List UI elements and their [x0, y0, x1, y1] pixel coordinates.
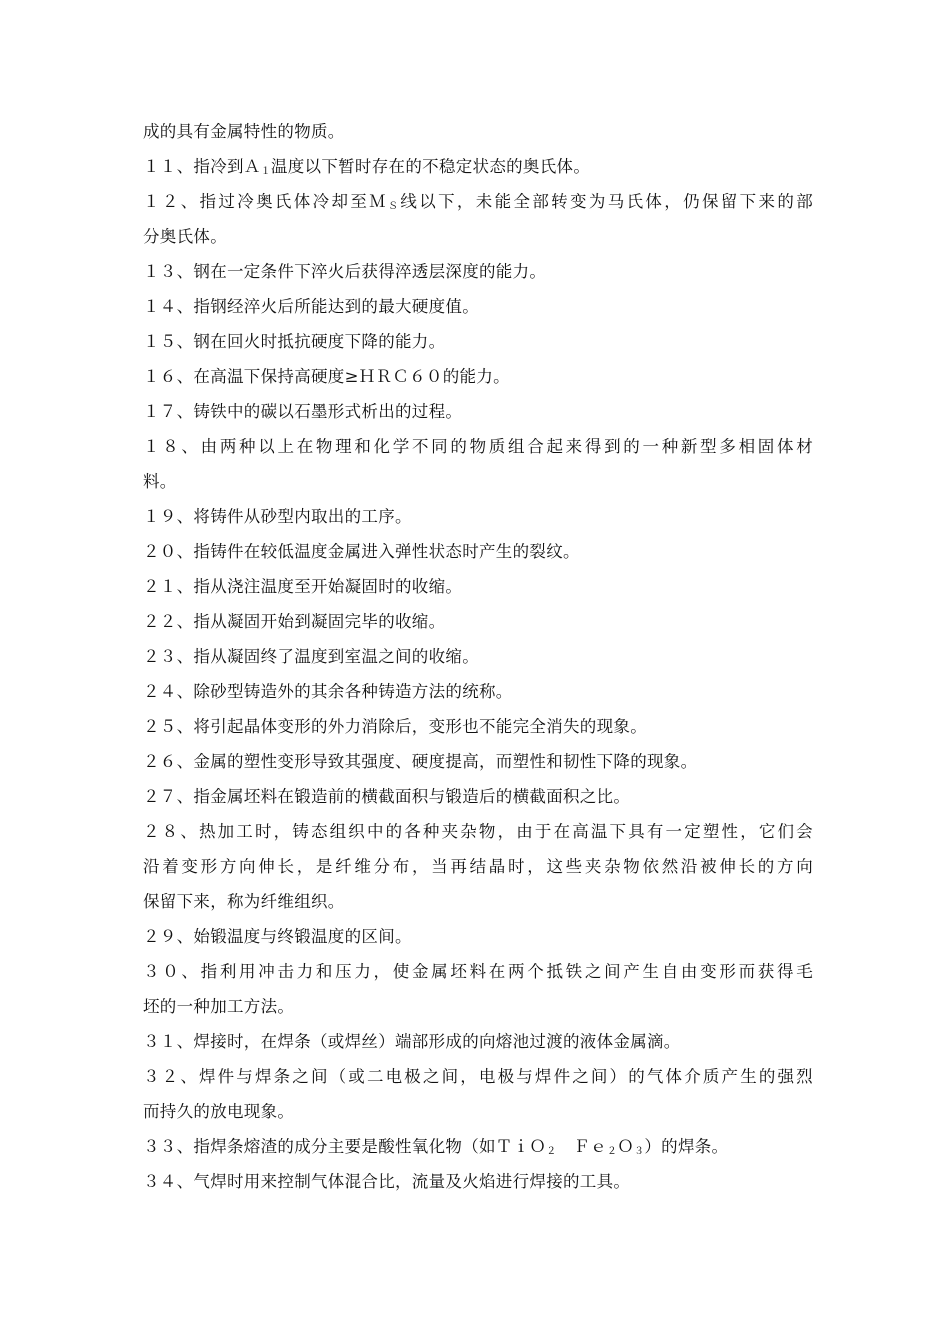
- text-line: [143, 534, 813, 569]
- text-run: 而持久的放电现象。: [143, 1102, 295, 1121]
- text-line: [143, 114, 813, 149]
- subscript: １: [260, 166, 271, 177]
- text-line: [143, 849, 813, 884]
- text-run: １６、在高温下保持高硬度≥ＨＲＣ６０的能力。: [143, 367, 510, 386]
- text-run: Ｆｅ: [556, 1137, 607, 1156]
- text-run: ２０、指铸件在较低温度金属进入弹性状态时产生的裂纹。: [143, 542, 580, 561]
- text-run: ）的焊条。: [644, 1137, 729, 1156]
- text-line: [143, 1059, 813, 1094]
- document-body: [143, 114, 813, 1199]
- text-run: ２２、指从凝固开始到凝固完毕的收缩。: [143, 612, 446, 631]
- text-run: 线以下，未能全部转变为马氏体，仍保留下来的部: [400, 192, 813, 211]
- text-run: １３、钢在一定条件下淬火后获得淬透层深度的能力。: [143, 262, 547, 281]
- text-run: １８、由两种以上在物理和化学不同的物质组合起来得到的一种新型多相固体材: [143, 437, 813, 456]
- text-run: 保留下来，称为纤维组织。: [143, 892, 345, 911]
- subscript: Ｓ: [388, 201, 401, 212]
- text-run: ３０、指利用冲击力和压力，使金属坯料在两个抵铁之间产生自由变形而获得毛: [143, 962, 813, 981]
- text-run: ３２、焊件与焊条之间（或二电极之间，电极与焊件之间）的气体介质产生的强烈: [143, 1067, 813, 1086]
- text-run: １７、铸铁中的碳以石墨形式析出的过程。: [143, 402, 463, 421]
- text-run: １５、钢在回火时抵抗硬度下降的能力。: [143, 332, 446, 351]
- text-line: [143, 1024, 813, 1059]
- text-line: [143, 289, 813, 324]
- text-run: Ｏ: [617, 1137, 635, 1156]
- text-line: [143, 709, 813, 744]
- text-run: ２７、指金属坯料在锻造前的横截面积与锻造后的横截面积之比。: [143, 787, 631, 806]
- text-line: [143, 254, 813, 289]
- text-run: ３４、气焊时用来控制气体混合比，流量及火焰进行焊接的工具。: [143, 1172, 631, 1191]
- text-line: [143, 569, 813, 604]
- text-line: [143, 604, 813, 639]
- text-line: [143, 919, 813, 954]
- text-run: ２８、热加工时，铸态组织中的各种夹杂物，由于在高温下具有一定塑性，它们会: [143, 822, 813, 841]
- text-run: ２５、将引起晶体变形的外力消除后，变形也不能完全消失的现象。: [143, 717, 647, 736]
- text-run: ３１、焊接时，在焊条（或焊丝）端部形成的向熔池过渡的液体金属滴。: [143, 1032, 681, 1051]
- subscript: ２: [606, 1146, 618, 1157]
- text-run: 成的具有金属特性的物质。: [143, 122, 345, 141]
- text-line: [143, 219, 813, 254]
- text-run: １２、指过冷奥氏体冷却至Ｍ: [143, 192, 389, 211]
- subscript: ３: [634, 1146, 645, 1157]
- text-line: [143, 744, 813, 779]
- text-run: 温度以下暂时存在的不稳定状态的奥氏体。: [270, 157, 591, 176]
- text-line: [143, 884, 813, 919]
- text-line: [143, 499, 813, 534]
- text-line: [143, 149, 813, 184]
- text-run: １９、将铸件从砂型内取出的工序。: [143, 507, 412, 526]
- text-run: １４、指钢经淬火后所能达到的最大硬度值。: [143, 297, 479, 316]
- text-run: １１、指冷到Ａ: [143, 157, 261, 176]
- text-run: ２６、金属的塑性变形导致其强度、硬度提高，而塑性和韧性下降的现象。: [143, 752, 698, 771]
- text-line: [143, 1164, 813, 1199]
- text-line: [143, 184, 813, 219]
- text-line: [143, 779, 813, 814]
- text-run: ２３、指从凝固终了温度到室温之间的收缩。: [143, 647, 479, 666]
- text-line: [143, 394, 813, 429]
- subscript: ２: [546, 1146, 557, 1157]
- text-line: [143, 954, 813, 989]
- text-run: 坯的一种加工方法。: [143, 997, 295, 1016]
- text-line: [143, 639, 813, 674]
- text-line: [143, 989, 813, 1024]
- text-line: [143, 464, 813, 499]
- text-run: 分奥氏体。: [143, 227, 227, 246]
- text-line: [143, 1094, 813, 1129]
- text-line: [143, 324, 813, 359]
- text-run: ２４、除砂型铸造外的其余各种铸造方法的统称。: [143, 682, 513, 701]
- text-run: ３３、指焊条熔渣的成分主要是酸性氧化物（如ＴｉＯ: [143, 1137, 547, 1156]
- text-line: [143, 1129, 813, 1164]
- text-line: [143, 359, 813, 394]
- text-run: 料。: [143, 472, 177, 491]
- text-run: ２９、始锻温度与终锻温度的区间。: [143, 927, 412, 946]
- text-line: [143, 814, 813, 849]
- text-run: 沿着变形方向伸长，是纤维分布，当再结晶时，这些夹杂物依然沿被伸长的方向: [143, 857, 813, 876]
- text-line: [143, 674, 813, 709]
- text-line: [143, 429, 813, 464]
- text-run: ２１、指从浇注温度至开始凝固时的收缩。: [143, 577, 463, 596]
